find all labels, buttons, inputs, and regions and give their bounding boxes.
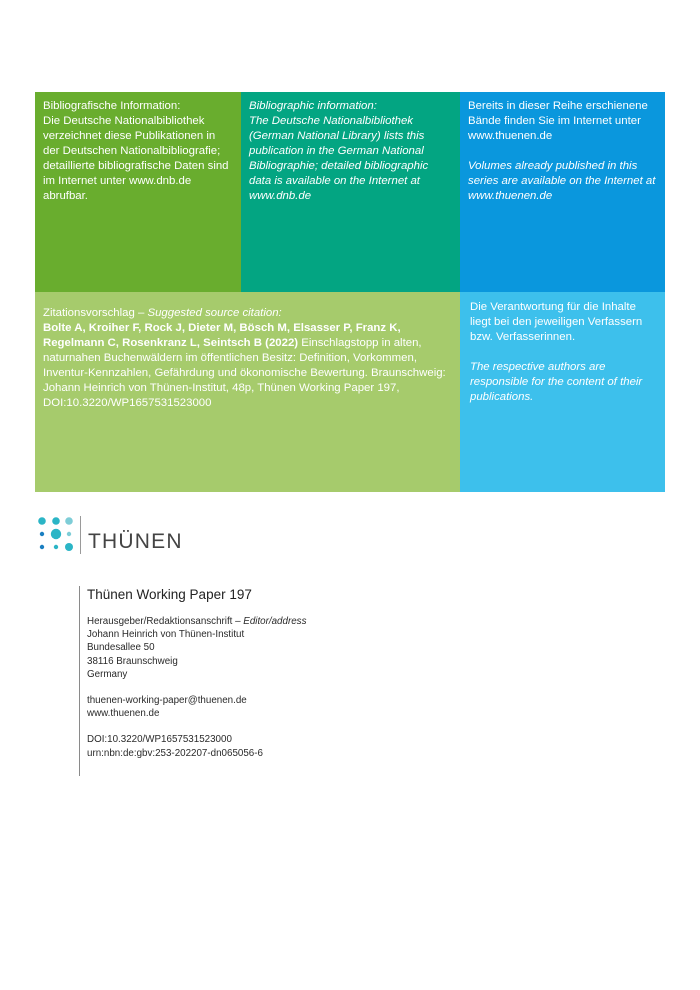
imprint-divider [79, 586, 80, 776]
logo-wordmark: THÜNEN [88, 530, 183, 553]
bib-de-text: Die Deutsche Nationalbibliothek verzeichnet diese Publikationen in der Deutschen Nationalbibliografie; detaillierte bibliografische Daten sind im Internet unter www.dnb.de abrufbar. [43, 115, 229, 202]
citation-label [43, 306, 452, 321]
doi-text: DOI:10.3220/WP1657531523000 [87, 734, 232, 746]
street-address: Bundesallee 50 [87, 642, 155, 654]
series-text-en: Volumes already published in this series are available on the Internet at www.thuenen.de [468, 160, 656, 202]
panel-responsibility [460, 292, 665, 492]
editor-label-en: Editor/address [243, 616, 307, 627]
editor-label [87, 615, 306, 628]
urn-text: urn:nbn:de:gbv:253-202207-dn065056-6 [87, 747, 263, 759]
panel-citation [35, 292, 460, 492]
citation-label-de: Zitationsvorschlag – [43, 307, 148, 319]
citation-label-en: Suggested source citation: [147, 307, 282, 319]
logo-divider [80, 516, 81, 554]
panel-bibliographic-en [241, 92, 460, 292]
city-address: 38116 Braunschweig [87, 655, 178, 667]
bib-de-heading: Bibliografische Information: [43, 100, 181, 112]
panel-series-info [460, 92, 665, 292]
panel-bibliographic-de [35, 92, 241, 292]
series-text-de: Bereits in dieser Reihe erschienene Bände finden Sie im Internet unter www.thuenen.de [468, 100, 648, 142]
institute-name: Johann Heinrich von Thünen-Institut [87, 629, 245, 641]
citation-body [43, 321, 452, 411]
bib-en-text: The Deutsche Nationalbibliothek (German National Library) lists this publication in the German National Bibliographie; detailed bibliographic data is available on the Internet at www.dnb.de [249, 115, 429, 202]
editor-label-de: Herausgeber/Redaktionsanschrift – [87, 616, 244, 627]
imprint-block [87, 586, 306, 760]
responsibility-text-de: Die Verantwortung für die Inhalte liegt bei den jeweiligen Verfassern bzw. Verfasserinnen. [470, 301, 643, 343]
country: Germany [87, 668, 128, 680]
citation-text: Einschlagstopp in alten, naturnahen Buchenwäldern im öffentlichen Besitz: Definition, Vorkommen, Inventur-Kennzahlen, Gefährdung und ökonomische Bewertung. Braunschweig: Johann Heinrich von Thünen-Institut, 48p, Thünen Working Paper 197, DOI:10.3220/WP1657531523000 [43, 337, 446, 409]
website-link[interactable]: www.thuenen.de [87, 708, 160, 720]
working-paper-title: Thünen Working Paper 197 [87, 587, 252, 602]
citation-authors: Bolte A, Kroiher F, Rock J, Dieter M, Bösch M, Elsasser P, Franz K, Regelmann C, Rosenkranz L, Seintsch B (2022) [43, 322, 401, 349]
bib-en-heading: Bibliographic information: [249, 100, 377, 112]
responsibility-text-en: The respective authors are responsible for the content of their publications. [470, 361, 643, 403]
email-link[interactable]: thuenen-working-paper@thuenen.de [87, 695, 247, 707]
